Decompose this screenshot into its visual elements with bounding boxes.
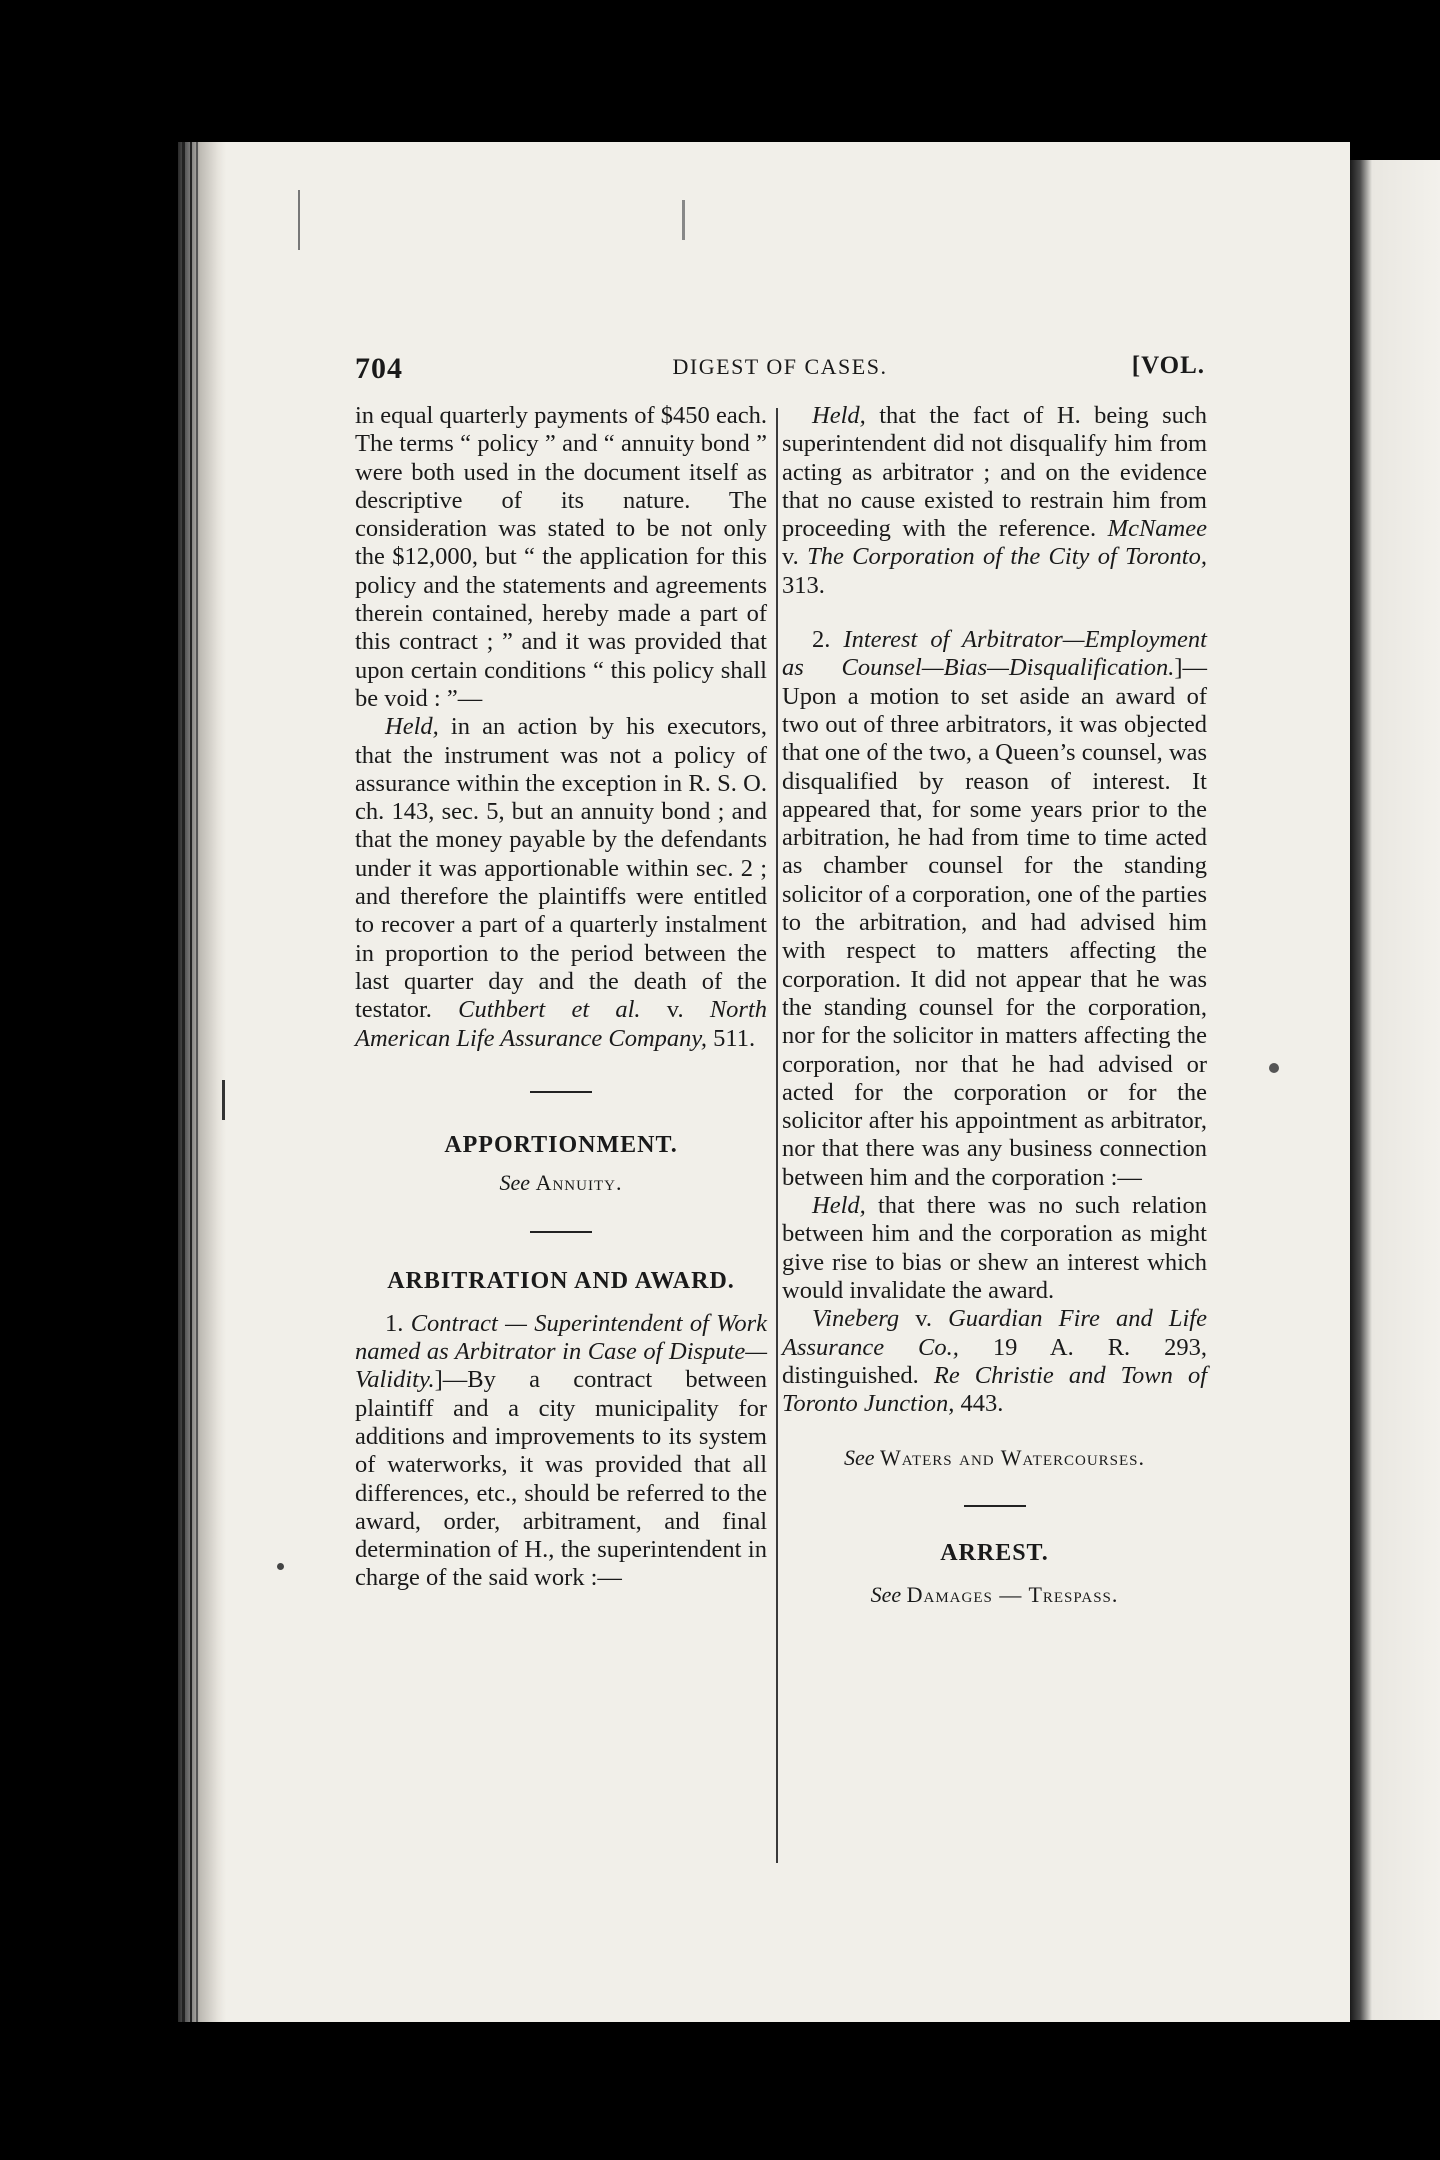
- scan-speck: [298, 190, 300, 250]
- case-citation: Cuthbert et al.: [458, 996, 641, 1024]
- scan-speck: [277, 1563, 284, 1570]
- citation-page: 443.: [954, 1390, 1004, 1418]
- section-title-arbitration: ARBITRATION AND AWARD.: [387, 1268, 735, 1295]
- case-headnote: Contract — Superintendent of Work named as Arbitrator in Case of Dispute—Validity.: [355, 1309, 768, 1394]
- cross-reference: [355, 1169, 767, 1197]
- case-citation: Re Christie and Town of Toronto Junction,: [782, 1361, 1207, 1418]
- cross-reference: [782, 1581, 1207, 1609]
- case-headnote: Interest of Arbitrator—Employment as Counsel—Bias—Disqualification.: [782, 626, 1207, 682]
- case-number: 1.: [385, 1309, 411, 1337]
- see-target: Damages — Trespass.: [906, 1581, 1119, 1607]
- paragraph: in equal quarterly payments of $450 each. The terms “ policy ” and “ annuity bond ” were both used in the document itself as descriptive of its nature. The consideration was stated to be not only the $12,000, but “ the application for this policy and the statements and agreements therein contained, hereby made a part of this contract ; ” and it was provided that upon certain conditions “ this policy shall be void : ”—: [355, 402, 767, 712]
- scan-speck: [222, 1080, 225, 1120]
- case-number: 2.: [812, 626, 844, 654]
- page-number: 704: [355, 352, 403, 385]
- paragraph-held: [355, 713, 767, 1053]
- versus: v.: [899, 1305, 949, 1333]
- next-page-edge: [1350, 160, 1440, 2020]
- column-divider: [776, 408, 778, 1863]
- versus: v.: [640, 996, 710, 1024]
- held-text: in an action by his executors, that the instrument was not a policy of assurance within the exception in R. S. O. ch. 143, sec. 5, but an annuity bond ; and that the money payable by the defendants under it was apportionable within sec. 2 ; and therefore the plaintiffs were entitled to recover a part of a quarterly instalment in proportion to the period between the last quarter day and the death of the testator.: [355, 713, 767, 1024]
- paragraph-case-1: [355, 1310, 767, 1593]
- case-citation: McNamee: [1107, 515, 1207, 543]
- right-column: [782, 402, 1207, 1609]
- book-binding-gutter: [178, 142, 226, 2022]
- case-citation: Vineberg: [812, 1305, 900, 1333]
- see-label: See: [499, 1170, 531, 1196]
- paragraph-held: [782, 402, 1207, 600]
- citation-page: 511.: [707, 1024, 756, 1052]
- paragraph-citations: [782, 1305, 1207, 1418]
- cross-reference: [782, 1444, 1207, 1472]
- running-title: DIGEST OF CASES.: [672, 354, 888, 379]
- case-text: ]—Upon a motion to set aside an award of two out of three arbitrators, it was objected that one of the two, a Queen’s counsel, was disqualified by reason of interest. It appeared that, for some years prior to the arbitration, he had from time to time acted as chamber counsel for the standing solicitor of a corporation, one of the parties to the arbitration, and had advised him with respect to matters affecting the corporation. It did not appear that he was the standing counsel for the corporation, nor for the solicitor in matters affecting the corporation, nor that he had advised or acted for the corporation or for the solicitor after his appointment as arbitrator, nor that there was any business connection between him and the corporation :—: [782, 654, 1207, 1191]
- scan-speck: [1269, 1063, 1279, 1073]
- section-title-arrest: ARREST.: [940, 1539, 1049, 1566]
- held-label: Held,: [385, 713, 439, 741]
- left-column: [355, 402, 767, 1593]
- citation-text: 19 A. R. 293, distinguished.: [782, 1333, 1207, 1389]
- held-label: Held,: [812, 402, 866, 429]
- see-label: See: [843, 1445, 875, 1471]
- volume-marker: [VOL.: [1131, 352, 1205, 379]
- held-text: that the fact of H. being such superintendent did not disqualify him from acting as arbitrator ; and on the evidence that no cause existed to restrain him from proceeding with the reference.: [782, 402, 1207, 543]
- paragraph-case-2: [782, 626, 1207, 1192]
- see-label: See: [870, 1581, 902, 1607]
- case-citation: North American Life Assurance Company,: [355, 996, 767, 1052]
- paragraph-held: [782, 1192, 1207, 1305]
- held-label: Held,: [812, 1192, 866, 1220]
- case-text: ]—By a contract between plaintiff and a city municipality for additions and improvements to its system of waterworks, it was provided that all differences, etc., should be referred to the award, order, arbitrament, and final determination of H., the superintendent in charge of the said work :—: [355, 1366, 767, 1592]
- case-citation: Guardian Fire and Life Assurance Co.,: [782, 1305, 1207, 1361]
- section-title-apportionment: APPORTIONMENT.: [444, 1131, 678, 1158]
- scan-speck: [682, 200, 685, 240]
- case-citation: The Corporation of the City of Toronto,: [807, 543, 1207, 571]
- held-text: that there was no such relation between him and the corporation as might give rise to bias or shew an interest which would invalidate the award.: [782, 1192, 1207, 1304]
- versus: v.: [782, 543, 808, 571]
- see-target: Waters and Watercourses.: [880, 1445, 1146, 1471]
- see-target: Annuity.: [535, 1170, 623, 1196]
- citation-page: 313.: [782, 571, 825, 599]
- running-header: [355, 352, 1205, 392]
